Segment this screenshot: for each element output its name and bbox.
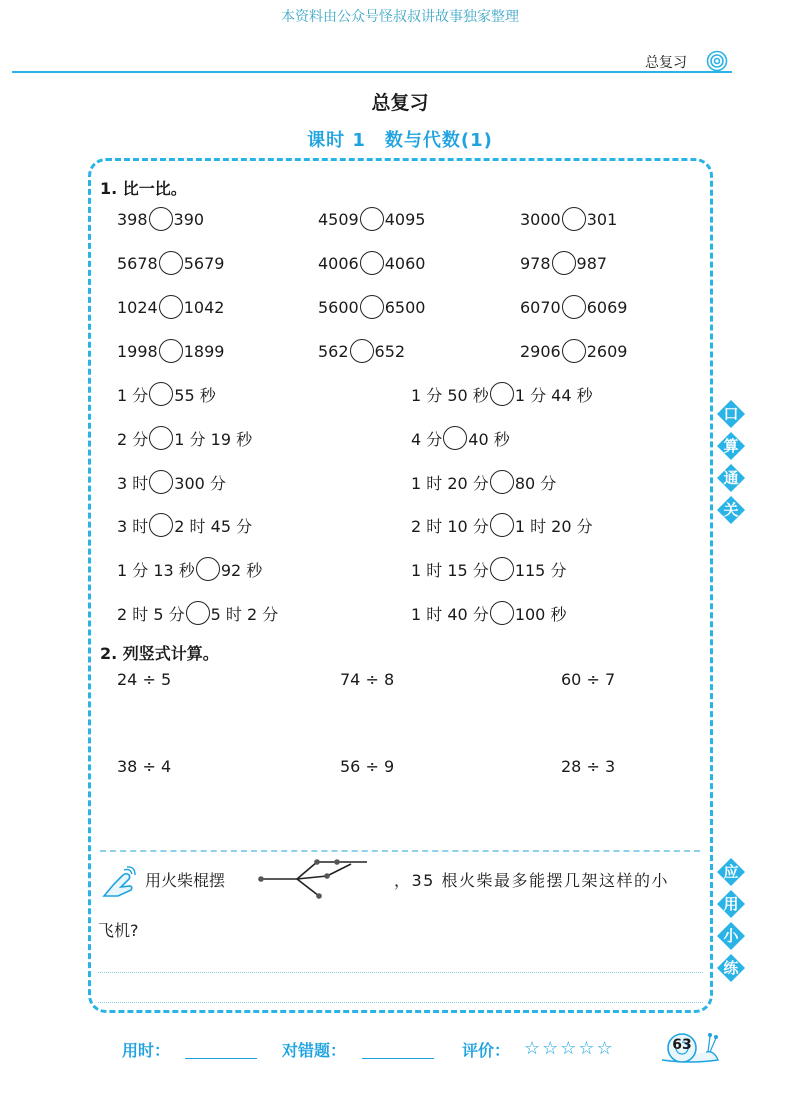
compare-answer-circle[interactable] [562, 207, 586, 231]
compare-right: 6500 [384, 297, 426, 317]
division-problem: 24 ÷ 5 [117, 670, 172, 689]
watermark: 本资料由公众号怪叔叔讲故事独家整理 [281, 9, 519, 25]
compare-right: 115 分 [514, 560, 567, 580]
spiral-icon [706, 50, 728, 72]
application-text: ，35 根火柴最多能摆几架这样的小 [394, 871, 669, 890]
page-title: 总复习 [371, 92, 429, 114]
side-tag-char: 通 [723, 469, 739, 487]
compare-answer-circle[interactable] [562, 295, 586, 319]
compare-right: 100 秒 [514, 604, 567, 624]
side-tag-char: 应 [723, 863, 739, 881]
side-tag [717, 890, 745, 918]
comparison-item [117, 339, 224, 363]
compare-answer-circle[interactable] [149, 470, 173, 494]
compare-left: 3 时 [117, 473, 149, 493]
compare-answer-circle[interactable] [159, 339, 183, 363]
division-problem: 60 ÷ 7 [561, 670, 616, 689]
comparison-item [117, 382, 216, 406]
compare-left: 1 时 15 分 [411, 560, 489, 580]
compare-left: 398 [117, 209, 148, 229]
compare-left: 1 分 [117, 385, 149, 405]
compare-left: 1 时 40 分 [411, 604, 489, 624]
comparison-item [117, 295, 224, 319]
comparison-item [411, 557, 566, 581]
page-number: 63 [672, 1037, 692, 1053]
compare-answer-circle[interactable] [443, 426, 467, 450]
comparison-item [411, 601, 566, 625]
compare-answer-circle[interactable] [149, 382, 173, 406]
compare-left: 5678 [117, 253, 158, 273]
compare-answer-circle[interactable] [149, 513, 173, 537]
compare-answer-circle[interactable] [360, 295, 384, 319]
comparison-item [520, 251, 607, 275]
compare-left: 2 分 [117, 429, 149, 449]
division-problem: 74 ÷ 8 [340, 670, 395, 689]
errors-blank [362, 1058, 434, 1059]
rating-label: 评价： [462, 1041, 511, 1060]
compare-right: 5679 [183, 253, 225, 273]
compare-answer-circle[interactable] [196, 557, 220, 581]
compare-right: 6069 [586, 297, 628, 317]
compare-answer-circle[interactable] [552, 251, 576, 275]
compare-right: 300 分 [174, 473, 226, 493]
comparison-item [411, 382, 593, 406]
compare-right: 1 分 19 秒 [174, 429, 253, 449]
compare-right: 2609 [586, 341, 628, 361]
compare-right: 1042 [183, 297, 225, 317]
side-tag [717, 954, 745, 982]
division-problem: 38 ÷ 4 [117, 757, 172, 776]
compare-answer-circle[interactable] [159, 295, 183, 319]
compare-answer-circle[interactable] [186, 601, 210, 625]
question-1-heading: 1. 比一比。 [100, 179, 187, 198]
compare-right: 1 分 44 秒 [514, 385, 593, 405]
comparison-item [520, 339, 627, 363]
compare-right: 1899 [183, 341, 225, 361]
time-label: 用时： [122, 1041, 171, 1060]
compare-left: 1998 [117, 341, 158, 361]
compare-left: 6070 [520, 297, 561, 317]
side-tag-char: 小 [723, 927, 739, 945]
compare-answer-circle[interactable] [149, 207, 173, 231]
compare-answer-circle[interactable] [490, 470, 514, 494]
pointing-hand-icon [100, 866, 138, 900]
comparison-item [117, 251, 224, 275]
compare-answer-circle[interactable] [159, 251, 183, 275]
compare-right: 301 [586, 209, 618, 229]
compare-answer-circle[interactable] [350, 339, 374, 363]
side-tag-char: 关 [723, 501, 739, 519]
compare-left: 5600 [318, 297, 359, 317]
comparison-item [520, 295, 627, 319]
compare-right: 55 秒 [174, 385, 216, 405]
compare-left: 4509 [318, 209, 359, 229]
compare-left: 3 时 [117, 516, 149, 536]
compare-left: 4006 [318, 253, 359, 273]
comparison-item [318, 251, 425, 275]
answer-line [98, 1002, 703, 1003]
time-blank [185, 1058, 257, 1059]
compare-left: 978 [520, 253, 551, 273]
compare-right: 4095 [384, 209, 426, 229]
compare-left: 2906 [520, 341, 561, 361]
errors-label: 对错题： [282, 1041, 347, 1060]
lesson-subtitle: 课时 1 数与代数(1) [307, 130, 493, 151]
compare-answer-circle[interactable] [490, 601, 514, 625]
compare-right: 987 [576, 253, 608, 273]
compare-right: 5 时 2 分 [210, 604, 279, 624]
compare-answer-circle[interactable] [360, 207, 384, 231]
compare-right: 80 分 [514, 473, 557, 493]
division-problem: 28 ÷ 3 [561, 757, 616, 776]
compare-answer-circle[interactable] [490, 513, 514, 537]
compare-left: 1 分 13 秒 [117, 560, 195, 580]
compare-right: 390 [173, 209, 205, 229]
side-tag [717, 858, 745, 886]
question-2-heading: 2. 列竖式计算。 [100, 644, 219, 663]
compare-right: 652 [374, 341, 406, 361]
compare-answer-circle[interactable] [360, 251, 384, 275]
comparison-item [117, 601, 278, 625]
comparison-item [117, 207, 204, 231]
comparison-item [318, 207, 425, 231]
application-text: 飞机? [98, 921, 139, 940]
rating-stars: ☆☆☆☆☆ [524, 1038, 615, 1059]
side-tag [717, 464, 745, 492]
comparison-item [318, 295, 425, 319]
side-tag-char: 用 [723, 895, 739, 913]
compare-right: 1 时 20 分 [514, 516, 593, 536]
side-tag-char: 口 [723, 405, 739, 423]
compare-left: 1024 [117, 297, 158, 317]
comparison-item [117, 557, 262, 581]
compare-right: 92 秒 [220, 560, 263, 580]
compare-left: 1 分 50 秒 [411, 385, 489, 405]
comparison-item [411, 426, 510, 450]
side-tag [717, 432, 745, 460]
compare-answer-circle[interactable] [490, 382, 514, 406]
compare-left: 562 [318, 341, 349, 361]
compare-right: 2 时 45 分 [174, 516, 253, 536]
comparison-item [117, 470, 226, 494]
compare-left: 2 时 5 分 [117, 604, 185, 624]
comparison-item [117, 513, 252, 537]
comparison-item [411, 513, 593, 537]
section-label: 总复习 [645, 55, 687, 71]
compare-answer-circle[interactable] [562, 339, 586, 363]
compare-answer-circle[interactable] [490, 557, 514, 581]
comparison-item [520, 207, 617, 231]
compare-answer-circle[interactable] [149, 426, 173, 450]
section-divider [100, 850, 700, 852]
side-tag-char: 练 [723, 959, 739, 977]
application-text: 用火柴棍摆 [145, 871, 226, 890]
matchstick-plane-figure [255, 854, 371, 904]
side-tag [717, 400, 745, 428]
compare-right: 40 秒 [468, 429, 510, 449]
header-rule [12, 71, 732, 73]
comparison-item [117, 426, 252, 450]
side-tag [717, 496, 745, 524]
answer-line [98, 972, 703, 973]
comparison-item [318, 339, 405, 363]
compare-left: 4 分 [411, 429, 443, 449]
compare-left: 2 时 10 分 [411, 516, 489, 536]
compare-right: 4060 [384, 253, 426, 273]
compare-left: 3000 [520, 209, 561, 229]
compare-left: 1 时 20 分 [411, 473, 489, 493]
side-tag-char: 算 [723, 437, 739, 455]
division-problem: 56 ÷ 9 [340, 757, 395, 776]
comparison-item [411, 470, 556, 494]
side-tag [717, 922, 745, 950]
